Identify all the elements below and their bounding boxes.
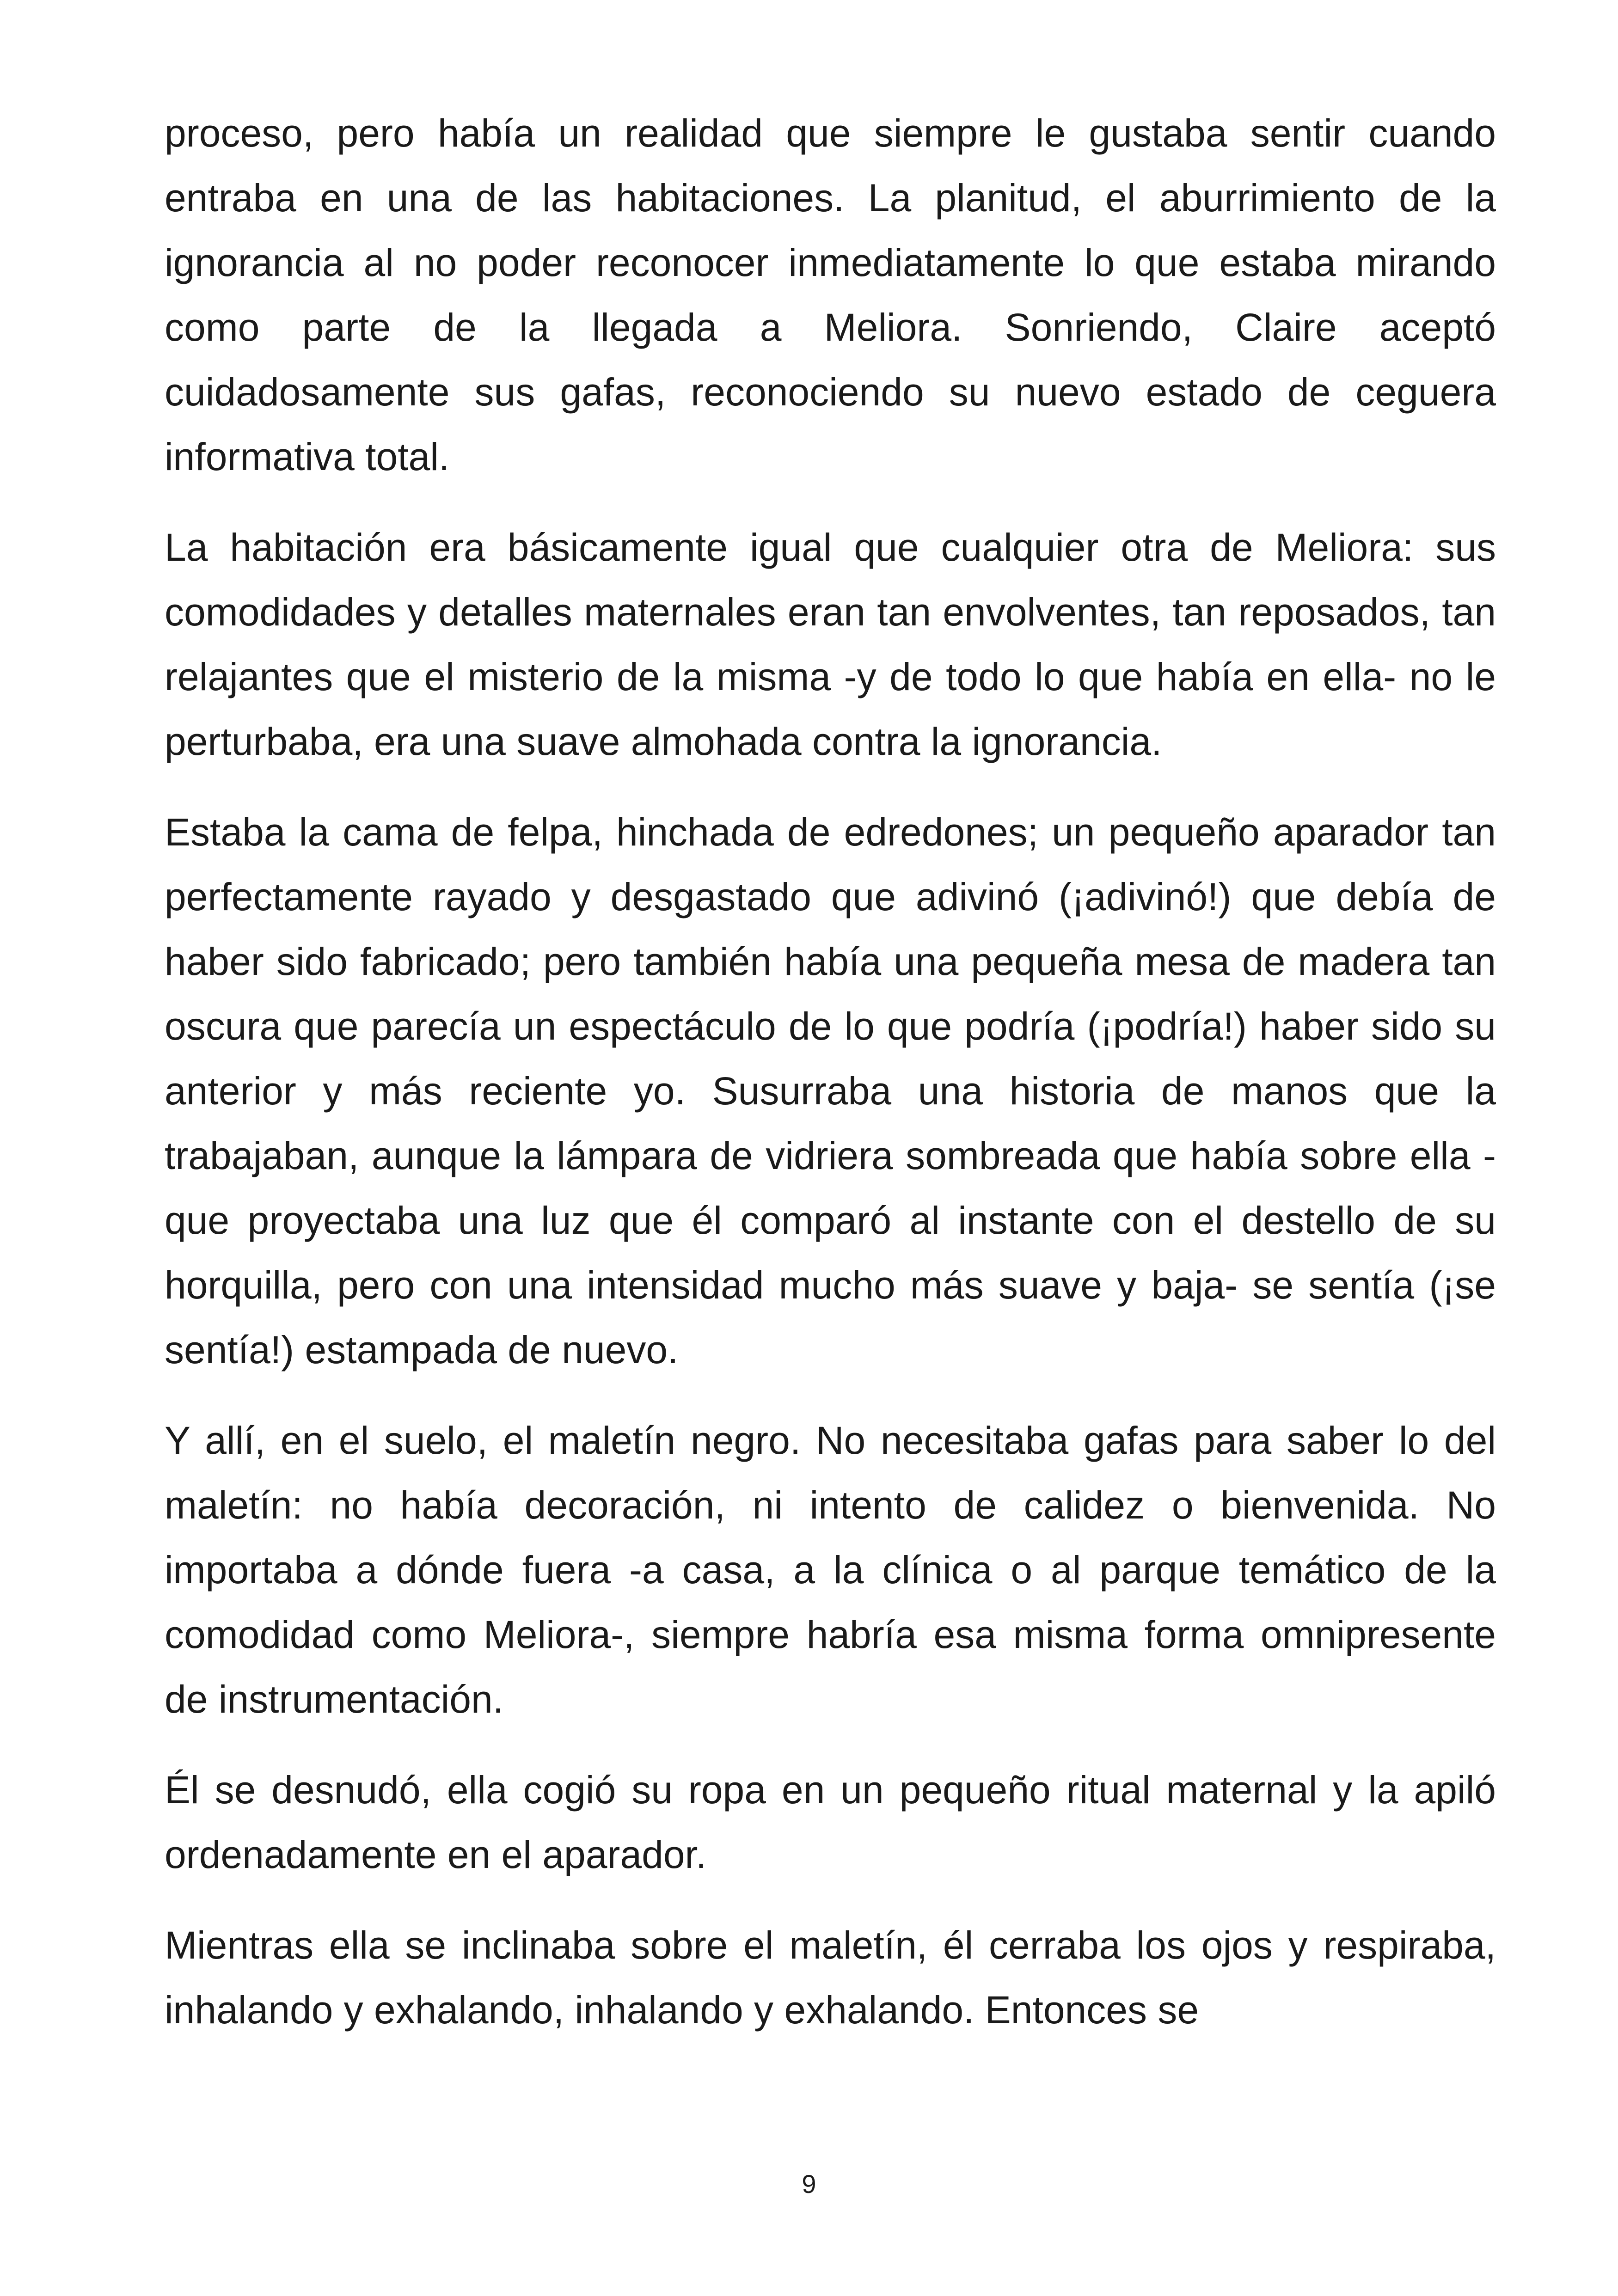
paragraph-3: Estaba la cama de felpa, hinchada de edredones; un pequeño aparador tan perfectamente rayado y desgastado que adivinó (¡adivinó!) que debía de haber sido fabricado; pero también había una pequeña mesa de madera tan oscura que parecía un espectáculo de lo que podría (¡podría!) haber sido su anterior y más reciente yo. Susurraba una historia de manos que la trabajaban, aunque la lámpara de vidriera sombreada que había sobre ella -que proyectaba una luz que él comparó al instante con el destello de su horquilla, pero con una intensidad mucho más suave y baja- se sentía (¡se sentía!) estampada de nuevo. bbox=[165, 810, 1496, 1371]
paragraph-1: proceso, pero había un realidad que siempre le gustaba sentir cuando entraba en una de las habitaciones. La planitud, el aburrimiento de la ignorancia al no poder reconocer inmediatamente lo que estaba mirando como parte de la llegada a Meliora. Sonriendo, Claire aceptó cuidadosamente sus gafas, reconociendo su nuevo estado de ceguera informativa total. bbox=[165, 111, 1496, 478]
paragraph-4: Y allí, en el suelo, el maletín negro. No necesitaba gafas para saber lo del maletín: no había decoración, ni intento de calidez o bienvenida. No importaba a dónde fuera -a casa, a la clínica o al parque temático de la comodidad como Meliora-, siempre habría esa misma forma omnipresente de instrumentación. bbox=[165, 1419, 1496, 1721]
body-text bbox=[165, 101, 1496, 2042]
paragraph-5: Él se desnudó, ella cogió su ropa en un pequeño ritual maternal y la apiló ordenadamente en el aparador. bbox=[165, 1768, 1496, 1876]
page-number: 9 bbox=[802, 2169, 816, 2198]
paragraph-2: La habitación era básicamente igual que cualquier otra de Meliora: sus comodidades y detalles maternales eran tan envolventes, tan reposados, tan relajantes que el misterio de la misma -y de todo lo que había en ella- no le perturbaba, era una suave almohada contra la ignorancia. bbox=[165, 526, 1496, 763]
paragraph-6: Mientras ella se inclinaba sobre el maletín, él cerraba los ojos y respiraba, inhalando y exhalando, inhalando y exhalando. Entonces se bbox=[165, 1923, 1496, 2032]
